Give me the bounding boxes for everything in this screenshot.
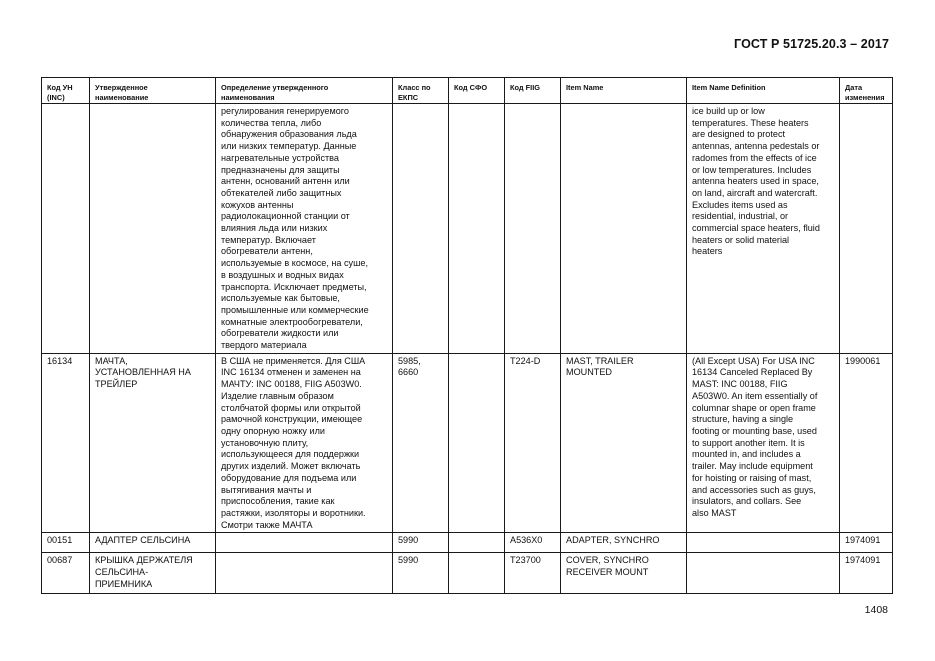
table-row [42, 553, 893, 594]
column-header-fiig: Код FIIG [505, 78, 561, 104]
page-number: 1408 [864, 604, 888, 616]
cell-class: 5985, 6660 [393, 353, 449, 533]
cell-definition-en [687, 533, 840, 553]
cell-definition-ru: В США не применяется. Для США INC 16134 отменен и заменен на МАЧТУ: INC 00188, FIIG A503W0. Изделие главным образом столбчатой формы или открытой рамочной конструкции, имеющее одну опорную ножку или установочную плиту, использующееся для поддержки других изделий. Может включать оборудование для подъема или вытягивания мачты и приспособления, такие как растяжки, изоляторы и воротники. Смотри также МАЧТА [216, 353, 393, 533]
cell-definition-ru [216, 553, 393, 594]
table-row [42, 353, 893, 533]
cell-date [840, 104, 893, 354]
cell-sfo [449, 553, 505, 594]
cell-sfo [449, 533, 505, 553]
cell-item-name: ADAPTER, SYNCHRO [561, 533, 687, 553]
cell-fiig [505, 104, 561, 354]
column-header-item-name: Item Name [561, 78, 687, 104]
column-header-definition-ru: Определение утвержденного наименования [216, 78, 393, 104]
cell-class [393, 104, 449, 354]
cell-definition-en [687, 553, 840, 594]
column-header-class: Класс по ЕКПС [393, 78, 449, 104]
cell-definition-ru [216, 533, 393, 553]
column-header-definition-en: Item Name Definition [687, 78, 840, 104]
cell-inc: 16134 [42, 353, 90, 533]
cell-fiig: A536X0 [505, 533, 561, 553]
column-header-sfo: Код СФО [449, 78, 505, 104]
cell-date: 1990061 [840, 353, 893, 533]
catalog-table [41, 77, 893, 594]
cell-name-ru: МАЧТА, УСТАНОВЛЕННАЯ НА ТРЕЙЛЕР [90, 353, 216, 533]
table-row [42, 533, 893, 553]
cell-item-name: COVER, SYNCHRO RECEIVER MOUNT [561, 553, 687, 594]
cell-name-ru: АДАПТЕР СЕЛЬСИНА [90, 533, 216, 553]
cell-inc [42, 104, 90, 354]
cell-name-ru [90, 104, 216, 354]
cell-sfo [449, 104, 505, 354]
cell-date: 1974091 [840, 533, 893, 553]
cell-sfo [449, 353, 505, 533]
cell-definition-ru: регулирования генерируемого количества тепла, либо обнаружения образования льда или низких температур. Данные нагревательные устройства предназначены для защиты антенн, оснований антенн или обтекателей либо защитных кожухов антенны радиолокационной станции от влияния льда или низких температур. Включает обогреватели антенн, используемые в космосе, на суше, в воздушных и водных видах транспорта. Исключает предметы, используемые как бытовые, промышленные или коммерческие комнатные электрообогреватели, обогреватели жидкости или твердого материала [216, 104, 393, 354]
cell-date: 1974091 [840, 553, 893, 594]
cell-class: 5990 [393, 553, 449, 594]
cell-item-name [561, 104, 687, 354]
column-header-date: Дата изменения [840, 78, 893, 104]
cell-inc: 00151 [42, 533, 90, 553]
cell-definition-en: (All Except USA) For USA INC 16134 Canceled Replaced By MAST: INC 00188, FIIG A503W0. An item essentially of columnar shape or open frame structure, having a single footing or mounting base, used to support another item. It is mounted in, and includes a trailer. May include equipment for hoisting or raising of mast, and accessories such as guys, insulators, and collars. See also MAST [687, 353, 840, 533]
cell-class: 5990 [393, 533, 449, 553]
cell-item-name: MAST, TRAILER MOUNTED [561, 353, 687, 533]
cell-inc: 00687 [42, 553, 90, 594]
column-header-name-ru: Утвержденное наименование [90, 78, 216, 104]
table-row [42, 104, 893, 354]
column-header-inc: Код УН (INC) [42, 78, 90, 104]
table-header-row [42, 78, 893, 104]
cell-fiig: T23700 [505, 553, 561, 594]
document-header: ГОСТ Р 51725.20.3 – 2017 [734, 37, 889, 51]
cell-fiig: T224-D [505, 353, 561, 533]
cell-name-ru: КРЫШКА ДЕРЖАТЕЛЯ СЕЛЬСИНА- ПРИЕМНИКА [90, 553, 216, 594]
cell-definition-en: ice build up or low temperatures. These heaters are designed to protect antennas, antenna pedestals or radomes from the effects of ice or low temperatures. Includes antenna heaters used in space, on land, aircraft and watercraft. Excludes items used as residential, industrial, or commercial space heaters, fluid heaters or solid material heaters [687, 104, 840, 354]
